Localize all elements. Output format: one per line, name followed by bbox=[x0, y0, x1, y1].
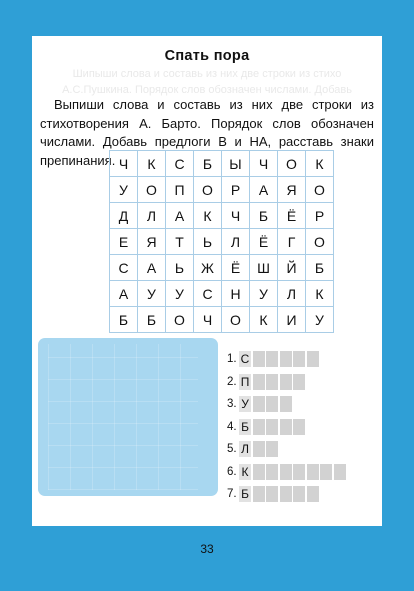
grid-letter: А bbox=[110, 281, 138, 307]
page-title: Спать пора bbox=[164, 48, 250, 64]
answer-rows bbox=[227, 348, 346, 506]
answer-blank-cell[interactable] bbox=[253, 351, 265, 367]
grid-letter: К bbox=[138, 151, 166, 177]
answer-blank-cell[interactable] bbox=[280, 396, 292, 412]
grid-letter: У bbox=[306, 307, 334, 333]
workbook-page bbox=[32, 36, 382, 526]
answer-blank-cell[interactable] bbox=[280, 464, 292, 480]
answer-blank-cell[interactable] bbox=[293, 374, 305, 390]
grid-letter: А bbox=[138, 255, 166, 281]
answer-blank-cell[interactable] bbox=[266, 441, 278, 457]
grid-letter: Ё bbox=[278, 203, 306, 229]
answer-first-letter: П bbox=[240, 374, 250, 389]
grid-row bbox=[110, 281, 334, 307]
grid-letter: Е bbox=[110, 229, 138, 255]
grid-letter: О bbox=[194, 177, 222, 203]
answer-row bbox=[227, 483, 346, 506]
grid-letter: Я bbox=[138, 229, 166, 255]
grid-letter: О bbox=[278, 151, 306, 177]
grid-letter: С bbox=[194, 281, 222, 307]
grid-letter: Б bbox=[110, 307, 138, 333]
grid-letter: Ш bbox=[250, 255, 278, 281]
answer-blank-cell[interactable] bbox=[280, 419, 292, 435]
task-instructions: Выпиши слова и составь из них две строки из стихотворения А. Барто. Порядок слов обозначен числами. Добавь предлоги В и НА, расставь знаки препинания. bbox=[40, 97, 374, 168]
answer-blank-cell[interactable] bbox=[320, 464, 332, 480]
answer-number: 4. bbox=[227, 420, 237, 433]
answer-number: 7. bbox=[227, 488, 237, 501]
illustration-box bbox=[38, 338, 218, 496]
grid-letter: Ы bbox=[222, 151, 250, 177]
grid-letter: Б bbox=[138, 307, 166, 333]
grid-letter: Ё bbox=[250, 229, 278, 255]
answer-number: 6. bbox=[227, 465, 237, 478]
grid-letter: Л bbox=[222, 229, 250, 255]
answer-blank-cell[interactable] bbox=[266, 374, 278, 390]
answer-first-letter: Б bbox=[239, 419, 251, 435]
grid-letter: Г bbox=[278, 229, 306, 255]
grid-letter: Б bbox=[194, 151, 222, 177]
answer-first-letter: Л bbox=[239, 441, 251, 457]
answer-first-letter: Б bbox=[239, 486, 251, 502]
answer-row bbox=[227, 348, 346, 371]
grid-row bbox=[110, 151, 334, 177]
answer-blank-cell[interactable] bbox=[253, 419, 265, 435]
grid-letter: Ч bbox=[250, 151, 278, 177]
grid-letter: Б bbox=[306, 255, 334, 281]
grid-letter: П bbox=[166, 177, 194, 203]
answer-first-letter: К bbox=[239, 464, 251, 480]
grid-row bbox=[110, 177, 334, 203]
grid-letter: Р bbox=[222, 177, 250, 203]
grid-letter: С bbox=[110, 255, 138, 281]
answer-row bbox=[227, 371, 346, 394]
grid-letter: Л bbox=[138, 203, 166, 229]
answer-row bbox=[227, 438, 346, 461]
grid-letter: Й bbox=[278, 255, 306, 281]
answer-blank-cell[interactable] bbox=[253, 486, 265, 502]
grid-letter: У bbox=[110, 177, 138, 203]
answer-blank-cell[interactable] bbox=[253, 396, 265, 412]
answer-blank-cell[interactable] bbox=[266, 351, 278, 367]
grid-letter: У bbox=[166, 281, 194, 307]
bleed-through-text: А.С.Пушкина. Порядок слов обозначен числами. Добавь bbox=[62, 84, 352, 96]
grid-letter: И bbox=[278, 307, 306, 333]
grid-letter: Я bbox=[278, 177, 306, 203]
grid-letter: Ч bbox=[222, 203, 250, 229]
grid-letter: А bbox=[166, 203, 194, 229]
grid-letter: Т bbox=[166, 229, 194, 255]
answer-row bbox=[227, 461, 346, 484]
grid-letter: Ь bbox=[194, 229, 222, 255]
illustration-shade bbox=[48, 344, 198, 490]
answer-blank-cell[interactable] bbox=[253, 441, 265, 457]
grid-letter: К bbox=[194, 203, 222, 229]
grid-row bbox=[110, 307, 334, 333]
answer-blank-cell[interactable] bbox=[293, 486, 305, 502]
answer-blank-cell[interactable] bbox=[266, 464, 278, 480]
grid-letter: Ё bbox=[222, 255, 250, 281]
grid-row bbox=[110, 229, 334, 255]
answer-blank-cell[interactable] bbox=[293, 464, 305, 480]
grid-letter: Н bbox=[222, 281, 250, 307]
grid-letter: Д bbox=[110, 203, 138, 229]
grid-row bbox=[110, 255, 334, 281]
grid-letter: К bbox=[306, 151, 334, 177]
grid-letter: О bbox=[222, 307, 250, 333]
answer-blank-cell[interactable] bbox=[280, 351, 292, 367]
grid-letter: Л bbox=[278, 281, 306, 307]
bleed-through-text: Шипыши слова и составь из них две строки из стихо bbox=[72, 68, 342, 80]
grid-letter: А bbox=[250, 177, 278, 203]
answer-blank-cell[interactable] bbox=[307, 486, 319, 502]
answer-blank-cell[interactable] bbox=[307, 351, 319, 367]
answer-blank-cell[interactable] bbox=[293, 351, 305, 367]
answer-blank-cell[interactable] bbox=[266, 486, 278, 502]
page-number: 33 bbox=[200, 542, 214, 556]
answer-blank-cell[interactable] bbox=[280, 374, 292, 390]
grid-letter: К bbox=[250, 307, 278, 333]
grid-letter: О bbox=[138, 177, 166, 203]
grid-row bbox=[110, 203, 334, 229]
answer-first-letter: С bbox=[240, 352, 250, 367]
grid-letter: У bbox=[250, 281, 278, 307]
answer-row bbox=[227, 416, 346, 439]
answer-number: 3. bbox=[227, 398, 237, 411]
answer-blank-cell[interactable] bbox=[266, 419, 278, 435]
grid-letter: Ч bbox=[194, 307, 222, 333]
grid-letter: О bbox=[306, 177, 334, 203]
grid-letter: Б bbox=[250, 203, 278, 229]
answer-first-letter: У bbox=[239, 396, 251, 412]
grid-letter: О bbox=[306, 229, 334, 255]
answer-blank-cell[interactable] bbox=[293, 419, 305, 435]
answer-blank-cell[interactable] bbox=[280, 486, 292, 502]
grid-letter: Ж bbox=[194, 255, 222, 281]
grid-letter: Ь bbox=[166, 255, 194, 281]
answer-blank-cell[interactable] bbox=[266, 396, 278, 412]
letter-grid bbox=[109, 150, 334, 333]
grid-letter: У bbox=[138, 281, 166, 307]
grid-letter: С bbox=[166, 151, 194, 177]
answer-blank-cell[interactable] bbox=[253, 464, 265, 480]
answer-blank-cell[interactable] bbox=[253, 374, 265, 390]
grid-letter: Ч bbox=[110, 151, 138, 177]
grid-letter: О bbox=[166, 307, 194, 333]
grid-letter: К bbox=[306, 281, 334, 307]
grid-letter: Р bbox=[306, 203, 334, 229]
answer-number: 1. bbox=[227, 353, 237, 366]
answer-blank-cell[interactable] bbox=[307, 464, 319, 480]
answer-number: 2. bbox=[227, 375, 237, 388]
answer-number: 5. bbox=[227, 443, 237, 456]
answer-blank-cell[interactable] bbox=[334, 464, 346, 480]
answer-row bbox=[227, 393, 346, 416]
